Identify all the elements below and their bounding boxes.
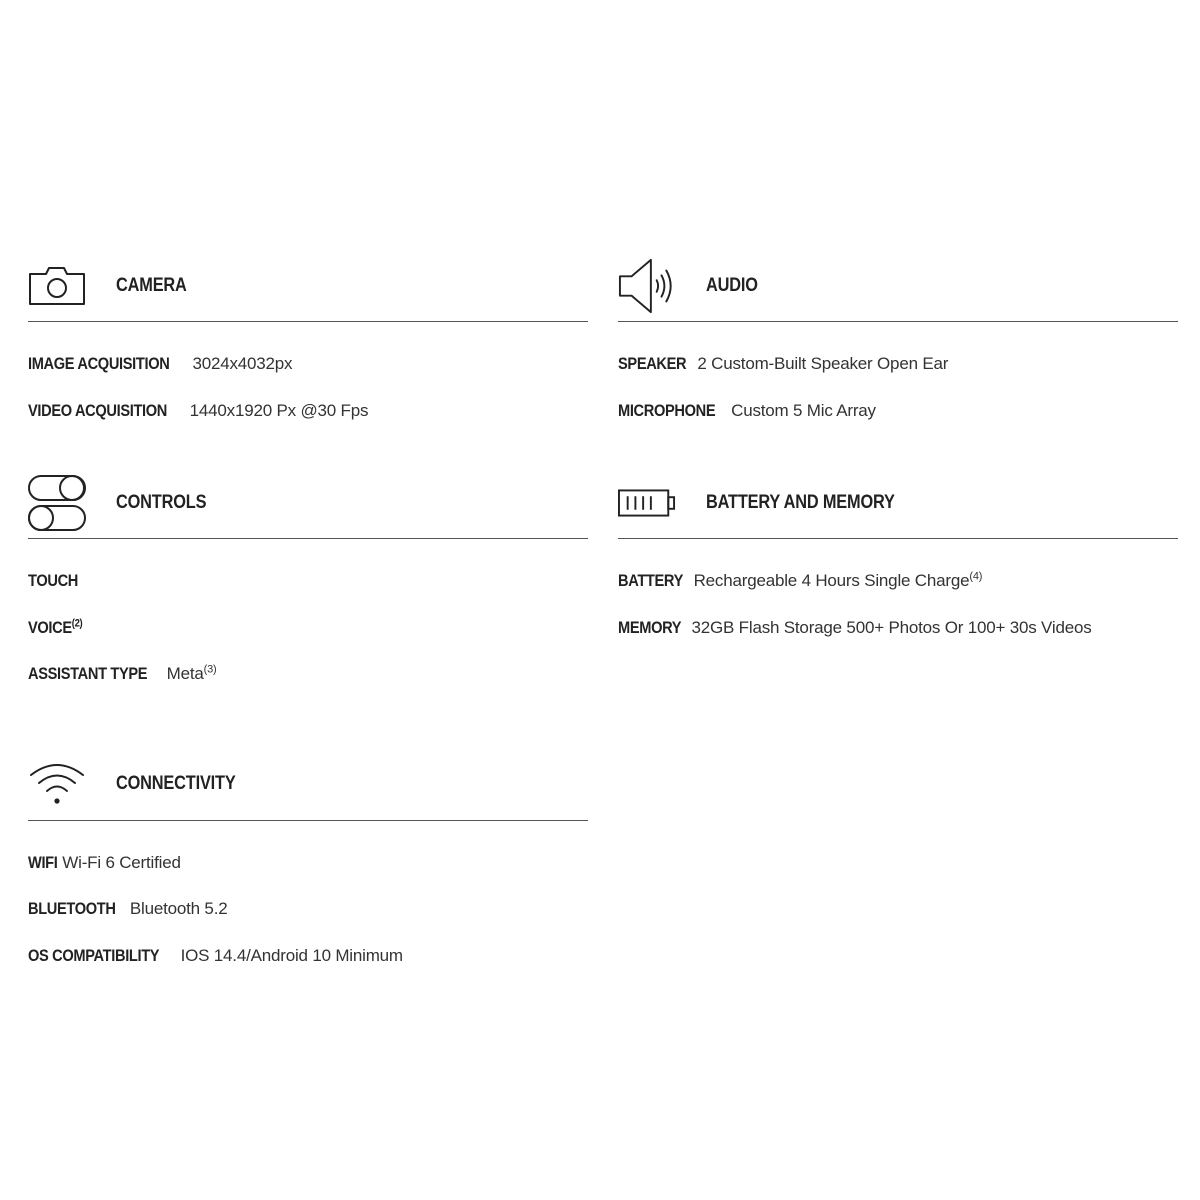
- spec-key: ASSISTANT TYPE: [28, 664, 148, 683]
- spec-value: Custom 5 Mic Array: [731, 400, 876, 420]
- spec-value: Bluetooth 5.2: [129, 899, 228, 918]
- spec-key: OS COMPATIBILITY: [28, 945, 160, 965]
- audio-section-header: [618, 250, 1178, 322]
- footnote-marker: (4): [969, 570, 983, 583]
- spec-value: [167, 662, 217, 686]
- spec-value: 2 Custom-Built Speaker Open Ear: [697, 354, 949, 373]
- battery-icon: [618, 473, 676, 533]
- spec-key: MICROPHONE: [618, 400, 716, 420]
- spec-row-microphone: [618, 399, 1178, 446]
- camera-section: [28, 250, 588, 467]
- controls-section: [28, 467, 588, 749]
- footnote-marker: (3): [203, 663, 217, 676]
- spec-value: 1440x1920 Px @30 Fps: [189, 400, 369, 420]
- battery-memory-section-header: [618, 467, 1178, 539]
- spec-value-text: Rechargeable 4 Hours Single Charge: [693, 571, 970, 590]
- spec-value: Wi-Fi 6 Certified: [62, 852, 181, 872]
- spec-value-text: Meta: [166, 664, 204, 683]
- controls-spec-list: [28, 539, 588, 749]
- controls-section-header: [28, 467, 588, 539]
- spec-row-memory: [618, 616, 1178, 663]
- toggle-switch-icon: [28, 473, 86, 533]
- spec-row-battery: [618, 569, 1178, 616]
- spec-value: 32GB Flash Storage 500+ Photos Or 100+ 30s Videos: [691, 617, 1092, 637]
- camera-section-header: [28, 250, 588, 322]
- spec-key: IMAGE ACQUISITION: [28, 354, 170, 373]
- spec-row-assistant-type: [28, 662, 588, 709]
- battery-memory-section-title: BATTERY AND MEMORY: [706, 491, 895, 513]
- footnote-marker: (2): [71, 616, 83, 629]
- spec-key: BATTERY: [618, 571, 684, 590]
- spec-row-wifi: [28, 851, 588, 898]
- spec-row-speaker: [618, 352, 1178, 399]
- spec-value: 3024x4032px: [192, 354, 293, 373]
- connectivity-section-header: [28, 749, 588, 821]
- spec-value: [694, 569, 983, 593]
- battery-memory-section: [618, 467, 1178, 684]
- spec-row-os-compatibility: [28, 944, 588, 991]
- spec-key: WIFI: [28, 852, 58, 872]
- connectivity-section: [28, 749, 588, 1013]
- spec-row-voice: [28, 616, 588, 663]
- spec-row-bluetooth: [28, 897, 588, 944]
- spec-key: [28, 616, 82, 640]
- audio-spec-list: [618, 322, 1178, 467]
- spec-key: SPEAKER: [618, 354, 687, 373]
- connectivity-section-title: CONNECTIVITY: [116, 773, 236, 794]
- camera-section-title: CAMERA: [116, 274, 187, 296]
- right-spec-column: [618, 250, 1178, 684]
- spec-key: VIDEO ACQUISITION: [28, 400, 168, 420]
- spec-key: BLUETOOTH: [28, 899, 116, 918]
- spec-key: MEMORY: [618, 617, 682, 637]
- controls-section-title: CONTROLS: [116, 491, 207, 513]
- spec-value: IOS 14.4/Android 10 Minimum: [180, 945, 403, 965]
- speaker-icon: [618, 256, 676, 316]
- audio-section: [618, 250, 1178, 467]
- spec-row-video-acquisition: [28, 399, 588, 446]
- camera-icon: [28, 256, 86, 316]
- left-spec-column: [28, 250, 588, 1012]
- spec-row-touch: [28, 569, 588, 616]
- camera-spec-list: [28, 322, 588, 467]
- spec-key: TOUCH: [28, 571, 79, 590]
- audio-section-title: AUDIO: [706, 274, 758, 296]
- battery-memory-spec-list: [618, 539, 1178, 684]
- spec-key-text: VOICE: [28, 617, 72, 637]
- connectivity-spec-list: [28, 821, 588, 1013]
- wifi-icon: [28, 754, 86, 814]
- spec-row-image-acquisition: [28, 352, 588, 399]
